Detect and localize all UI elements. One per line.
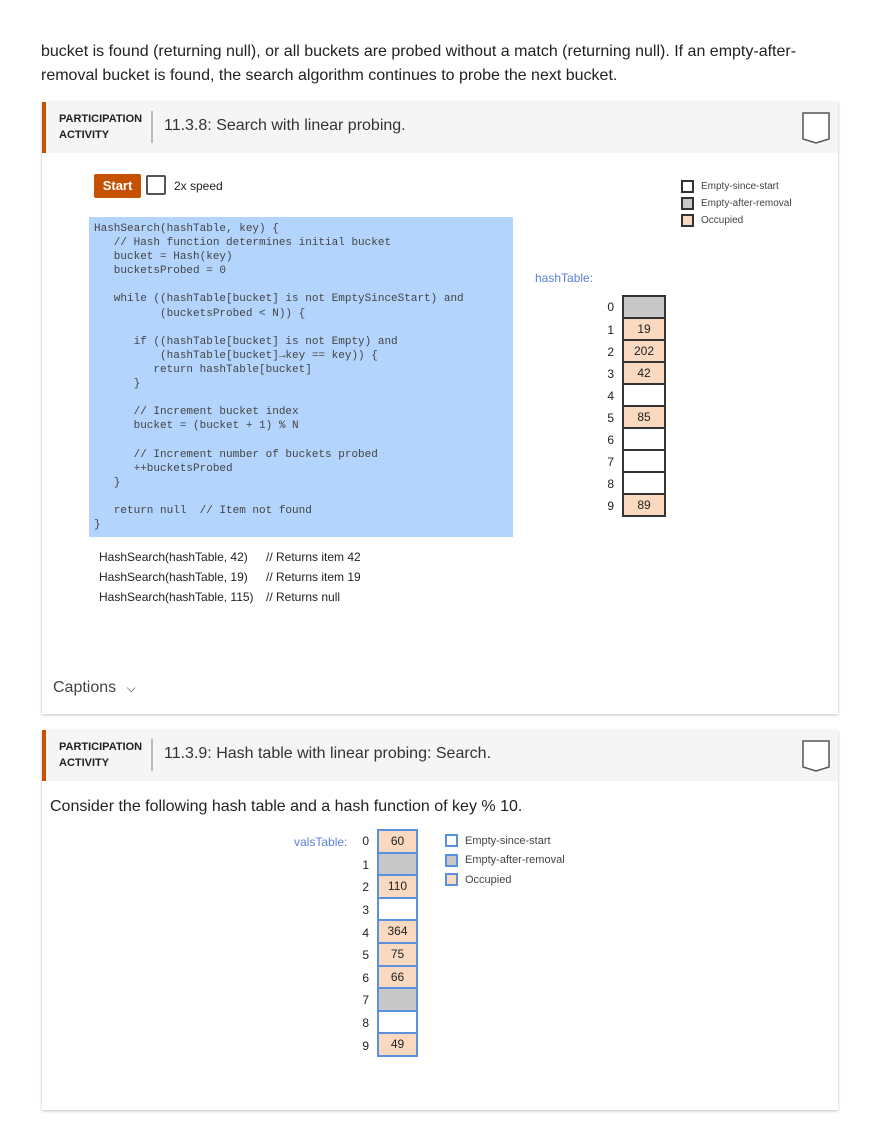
legend-swatch (681, 180, 694, 193)
table-row (355, 1034, 418, 1057)
bucket-index: 0 (607, 300, 614, 314)
activity-title: 11.3.9: Hash table with linear probing: Search. (164, 745, 492, 762)
code-line (94, 391, 508, 405)
chevron-down-icon: ⌵ (126, 681, 136, 695)
vals-table (355, 829, 418, 1057)
example-call (99, 547, 361, 567)
example-call (99, 567, 361, 587)
bucket-index: 1 (362, 857, 369, 872)
table-row (355, 854, 418, 877)
table-row (594, 363, 666, 385)
code-line: } (94, 476, 121, 489)
captions-label: Captions (53, 679, 117, 696)
code-line (94, 433, 508, 447)
code-line (94, 490, 508, 504)
table-row (355, 829, 418, 854)
activity-type-label (59, 739, 142, 771)
bucket-index: 8 (607, 477, 614, 491)
bucket-index: 7 (362, 993, 369, 1008)
code-line: return null // Item not found (94, 504, 312, 517)
code-line: if ((hashTable[bucket] is not Empty) and (94, 335, 398, 348)
bucket-cell (622, 471, 666, 495)
code-line: while ((hashTable[bucket] is not EmptySinceStart) and (94, 293, 464, 306)
code-line: } (94, 378, 141, 391)
speed-checkbox[interactable] (146, 175, 166, 195)
bucket-cell: 19 (622, 317, 666, 341)
captions-toggle[interactable] (53, 679, 136, 697)
table-row (355, 921, 418, 944)
bucket-index: 9 (362, 1038, 369, 1053)
legend-swatch (681, 197, 694, 210)
legend-label: Occupied (701, 215, 744, 226)
bucket-index: 2 (607, 345, 614, 359)
speed-label: 2x speed (174, 179, 223, 193)
code-line: HashSearch(hashTable, key) { (94, 223, 279, 235)
label-line: PARTICIPATION (59, 113, 143, 125)
call-text: HashSearch(hashTable, 42) (99, 550, 248, 564)
activity-header (42, 730, 838, 781)
code-line: bucket = Hash(key) (94, 251, 233, 264)
bucket-cell (622, 449, 666, 473)
bucket-index: 6 (362, 970, 369, 985)
code-line: // Increment bucket index (94, 406, 299, 419)
bucket-index: 6 (607, 433, 614, 447)
table-row (594, 341, 666, 363)
legend-label: Empty-since-start (465, 834, 551, 847)
code-line: (hashTable[bucket]→key == key)) { (94, 349, 378, 362)
legend-item (681, 178, 792, 195)
bucket-cell (377, 897, 418, 922)
bucket-index: 5 (362, 948, 369, 963)
bucket-index: 4 (362, 925, 369, 940)
example-calls (99, 547, 361, 607)
code-line: (bucketsProbed < N)) { (94, 307, 306, 320)
bucket-cell: 89 (622, 493, 666, 517)
table-row (594, 295, 666, 319)
bucket-cell (377, 987, 418, 1012)
call-result: // Returns null (266, 590, 341, 604)
example-call (99, 587, 361, 607)
completion-badge-icon (802, 112, 830, 144)
code-line: // Increment number of buckets probed (94, 448, 378, 461)
code-block (89, 217, 513, 537)
activity-type-label (59, 111, 142, 143)
table-row (355, 989, 418, 1012)
intro-paragraph: bucket is found (returning null), or all buckets are probed without a match (returning null). If an empty-after-removal bucket is found, the search algorithm continues to probe the next bucket. (41, 43, 797, 84)
question-text: Consider the following hash table and a hash function of key % 10. (50, 798, 523, 815)
call-result: // Returns item 42 (266, 550, 361, 564)
bucket-index: 7 (607, 455, 614, 469)
table-row (594, 407, 666, 429)
table-row (594, 429, 666, 451)
divider (151, 739, 153, 771)
bucket-index: 2 (362, 880, 369, 895)
legend-swatch (681, 214, 694, 227)
legend-swatch (445, 873, 458, 886)
bucket-cell (622, 383, 666, 407)
participation-activity-2 (42, 730, 838, 1110)
code-line: return hashTable[bucket] (94, 363, 312, 376)
code-line: bucket = (bucket + 1) % N (94, 420, 299, 433)
code-line: ++bucketsProbed (94, 462, 233, 475)
bucket-index: 0 (362, 834, 369, 849)
legend-label: Empty-after-removal (701, 198, 792, 209)
label-line: ACTIVITY (59, 129, 110, 141)
code-line (94, 278, 508, 292)
bucket-cell: 75 (377, 942, 418, 967)
table-row (594, 451, 666, 473)
bucket-cell (622, 295, 666, 319)
bucket-index: 3 (362, 903, 369, 918)
code-line: // Hash function determines initial bucket (94, 237, 392, 250)
legend-label: Empty-after-removal (465, 854, 565, 867)
legend (445, 831, 565, 890)
bucket-cell: 85 (622, 405, 666, 429)
legend-swatch (445, 854, 458, 867)
activity-title: 11.3.8: Search with linear probing. (164, 117, 406, 134)
bucket-cell: 110 (377, 874, 418, 899)
completion-badge-icon (802, 740, 830, 772)
table-row (355, 1012, 418, 1035)
bucket-index: 1 (607, 323, 614, 337)
table-label: valsTable: (294, 835, 348, 849)
table-row (355, 944, 418, 967)
label-line: ACTIVITY (59, 757, 110, 769)
table-row (594, 473, 666, 495)
divider (151, 111, 153, 143)
table-row (594, 319, 666, 341)
bucket-cell: 49 (377, 1032, 418, 1057)
table-row (594, 495, 666, 517)
bucket-cell (377, 1010, 418, 1035)
bucket-cell (622, 427, 666, 451)
call-text: HashSearch(hashTable, 19) (99, 570, 248, 584)
table-row (355, 967, 418, 990)
bucket-cell: 364 (377, 919, 418, 944)
bucket-cell: 42 (622, 361, 666, 385)
bucket-index: 8 (362, 1016, 369, 1031)
table-row (355, 899, 418, 922)
bucket-cell (377, 852, 418, 877)
bucket-index: 9 (607, 499, 614, 513)
legend-swatch (445, 834, 458, 847)
start-button[interactable]: Start (94, 174, 141, 198)
call-text: HashSearch(hashTable, 115) (99, 590, 254, 604)
legend-item (445, 870, 565, 890)
table-row (594, 385, 666, 407)
table-row (355, 876, 418, 899)
code-line: bucketsProbed = 0 (94, 265, 227, 278)
bucket-cell: 60 (377, 829, 418, 854)
label-line: PARTICIPATION (59, 741, 143, 753)
legend-item (681, 212, 792, 229)
legend-item (445, 851, 565, 871)
bucket-index: 4 (607, 389, 614, 403)
activity-header (42, 102, 838, 153)
call-result: // Returns item 19 (266, 570, 361, 584)
legend (681, 178, 792, 229)
bucket-index: 3 (607, 367, 614, 381)
legend-label: Empty-since-start (701, 181, 779, 192)
legend-item (681, 195, 792, 212)
bucket-index: 5 (607, 411, 614, 425)
hash-table (594, 295, 666, 517)
bucket-cell: 66 (377, 965, 418, 990)
table-label: hashTable: (535, 271, 594, 285)
bucket-cell: 202 (622, 339, 666, 363)
code-line (94, 321, 508, 335)
legend-item (445, 831, 565, 851)
code-line: } (94, 518, 101, 531)
legend-label: Occupied (465, 873, 512, 886)
